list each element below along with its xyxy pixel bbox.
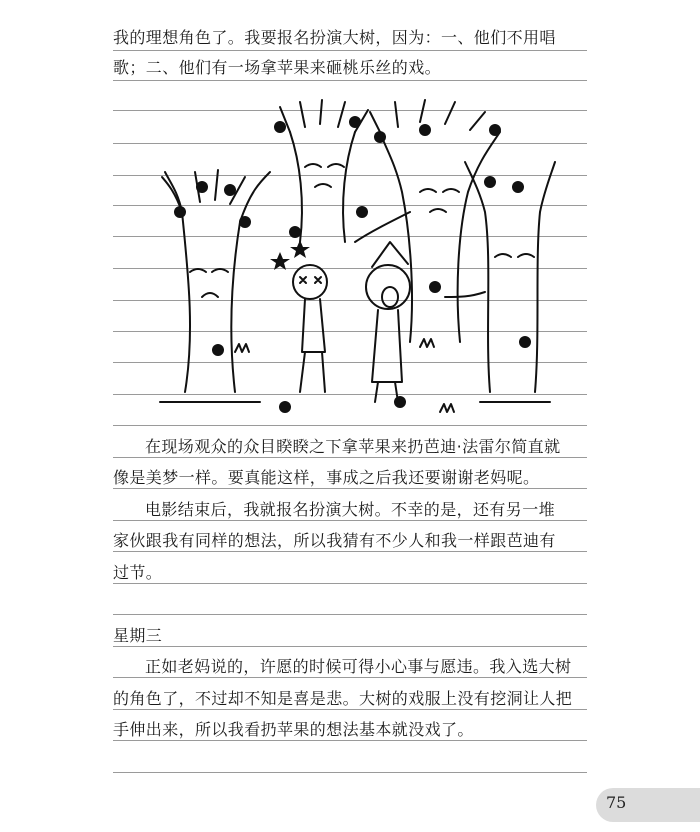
text-line: 像是美梦一样。要真能这样，事成之后我还要谢谢老妈呢。 xyxy=(113,468,540,487)
page-number: 75 xyxy=(606,793,627,812)
ruled-line xyxy=(113,425,587,426)
section-heading: 星期三 xyxy=(113,626,163,645)
ruled-line xyxy=(113,772,587,773)
ruled-line xyxy=(113,614,587,615)
text-line: 的角色了，不过却不知是喜是悲。大树的戏服上没有挖洞让人把 xyxy=(113,689,573,708)
text-line: 手伸出来，所以我看扔苹果的想法基本就没戏了。 xyxy=(113,720,474,739)
text-line: 我的理想角色了。我要报名扮演大树，因为：一、他们不用唱 xyxy=(113,28,556,47)
text-line: 家伙跟我有同样的想法，所以我猜有不少人和我一样跟芭迪有 xyxy=(113,531,556,550)
ruled-line xyxy=(113,80,587,81)
text-line: 在现场观众的众目睽睽之下拿苹果来扔芭迪·法雷尔简直就 xyxy=(145,437,561,456)
text-line: 歌；二、他们有一场拿苹果来砸桃乐丝的戏。 xyxy=(113,58,442,77)
text-line: 过节。 xyxy=(113,563,163,582)
text-line: 正如老妈说的，许愿的时候可得小心事与愿违。我入选大树 xyxy=(145,657,572,676)
illustration-trees-apples xyxy=(140,92,560,418)
text-line: 电影结束后，我就报名扮演大树。不幸的是，还有另一堆 xyxy=(145,500,556,519)
ruled-line xyxy=(113,50,587,51)
